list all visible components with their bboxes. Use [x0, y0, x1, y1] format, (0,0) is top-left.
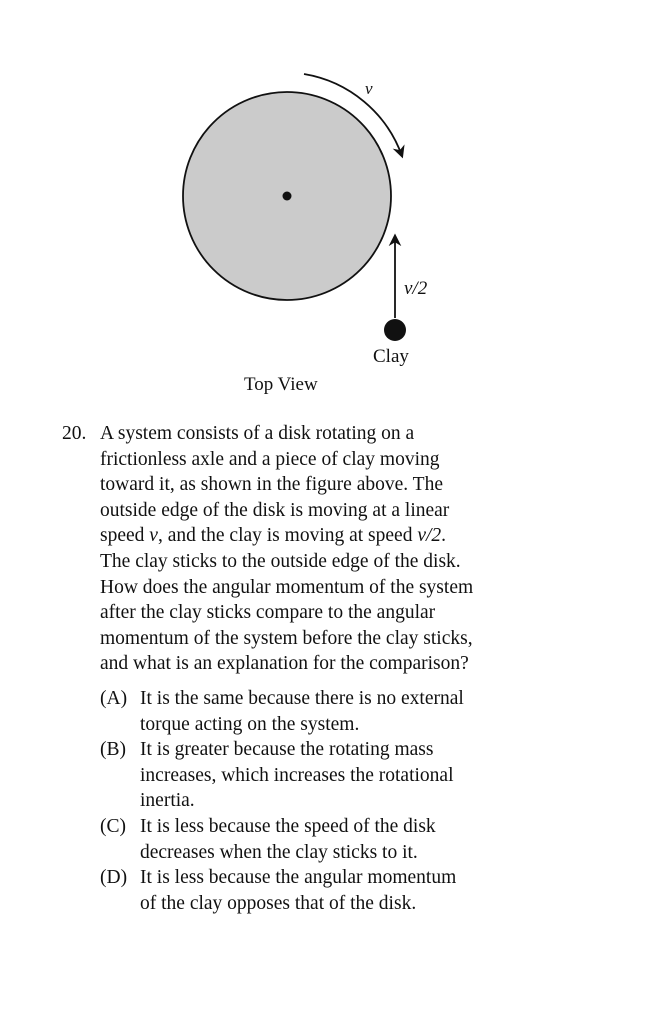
stem-line: frictionless axle and a piece of clay moving	[100, 448, 440, 470]
choice-text: It is less because the speed of the disk decreases when the clay sticks to it.	[140, 815, 436, 863]
stem-line: toward it, as shown in the figure above. The	[100, 474, 443, 496]
choice-d[interactable]	[100, 865, 562, 916]
choice-b[interactable]	[100, 737, 562, 814]
stem-line: How does the angular momentum of the system	[100, 576, 474, 598]
figure-caption: Top View	[244, 374, 318, 395]
choice-letter: (A)	[100, 687, 128, 709]
axle-dot	[283, 192, 292, 201]
stem-line: after the clay sticks compare to the angular	[100, 602, 436, 624]
disk-clay-figure	[0, 0, 659, 410]
choice-letter: (D)	[100, 867, 128, 889]
choice-letter: (C)	[100, 815, 126, 837]
choice-letter: (B)	[100, 739, 126, 761]
clay-ball	[384, 319, 406, 341]
stem-line: The clay sticks to the outside edge of the disk.	[100, 550, 461, 572]
clay-label: Clay	[373, 346, 409, 367]
answer-choices	[100, 686, 562, 916]
choice-a[interactable]	[100, 686, 562, 737]
choice-text: It is less because the angular momentum of the clay opposes that of the disk.	[140, 867, 457, 914]
rotation-speed-label: v	[365, 79, 373, 98]
question-stem	[100, 421, 562, 677]
question-number: 20.	[62, 423, 87, 444]
choice-c[interactable]	[100, 814, 562, 865]
choice-text: It is the same because there is no external torque acting on the system.	[140, 687, 464, 735]
stem-speed-line: speed v, and the clay is moving at speed v/2.	[100, 525, 447, 547]
clay-speed-label: v/2	[404, 278, 428, 299]
choice-text: It is greater because the rotating mass increases, which increases the rotational inertia.	[140, 739, 454, 812]
stem-line: momentum of the system before the clay sticks,	[100, 627, 473, 649]
stem-line: outside edge of the disk is moving at a linear	[100, 499, 450, 521]
question-block	[62, 421, 562, 916]
stem-line: and what is an explanation for the comparison?	[100, 653, 469, 675]
stem-line: A system consists of a disk rotating on a	[100, 423, 415, 444]
